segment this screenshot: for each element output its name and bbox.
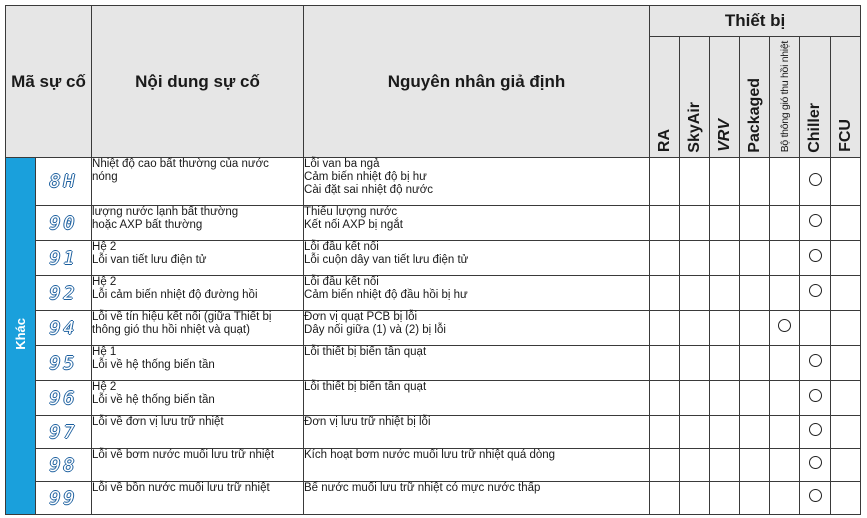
device-cell: [740, 241, 770, 276]
device-cell: [800, 206, 831, 241]
device-cell: [680, 241, 710, 276]
error-code: 99: [36, 482, 92, 515]
device-cell: [740, 206, 770, 241]
device-cell: [740, 449, 770, 482]
error-cause: Đơn vị lưu trữ nhiệt bị lỗi: [304, 416, 650, 449]
device-cell: [680, 482, 710, 515]
error-cause: Lỗi thiết bị biến tần quạt: [304, 346, 650, 381]
device-cell: [740, 158, 770, 206]
device-cell: [770, 482, 800, 515]
table-row: [6, 381, 861, 416]
device-cell: [770, 346, 800, 381]
header-device-group: Thiết bị: [650, 6, 861, 37]
device-cell: [710, 206, 740, 241]
table-row: [6, 416, 861, 449]
group-label-other: Khác: [6, 158, 36, 515]
device-cell: [650, 241, 680, 276]
device-cell: [650, 276, 680, 311]
device-cell: [650, 381, 680, 416]
device-cell: [831, 346, 861, 381]
error-cause: Lỗi thiết bị biến tần quạt: [304, 381, 650, 416]
circle-icon: [809, 389, 822, 402]
header-device-packaged: Packaged: [740, 37, 770, 158]
table-row: [6, 276, 861, 311]
error-code: 8H: [36, 158, 92, 206]
error-content: Lỗi về tín hiệu kết nối (giữa Thiết bị thông gió thu hồi nhiệt và quạt): [92, 311, 304, 346]
table-row: [6, 482, 861, 515]
header-device-ra: RA: [650, 37, 680, 158]
device-cell: [710, 482, 740, 515]
error-content: Hệ 1 Lỗi về hệ thống biến tần: [92, 346, 304, 381]
error-content: Lỗi về đơn vị lưu trữ nhiệt: [92, 416, 304, 449]
device-cell: [680, 311, 710, 346]
device-cell: [680, 276, 710, 311]
device-cell: [770, 449, 800, 482]
error-content: Lỗi về bơm nước muối lưu trữ nhiệt: [92, 449, 304, 482]
device-cell: [800, 241, 831, 276]
error-cause: Lỗi đầu kết nối Lỗi cuộn dây van tiết lưu điện tử: [304, 241, 650, 276]
device-cell: [650, 311, 680, 346]
device-cell: [680, 346, 710, 381]
device-cell: [650, 346, 680, 381]
header-content: Nội dung sự cố: [92, 6, 304, 158]
device-cell: [710, 241, 740, 276]
device-cell: [800, 416, 831, 449]
device-cell: [710, 381, 740, 416]
device-cell: [800, 346, 831, 381]
error-code: 92: [36, 276, 92, 311]
error-code: 91: [36, 241, 92, 276]
device-cell: [800, 381, 831, 416]
header-device-chiller: Chiller: [800, 37, 831, 158]
device-cell: [680, 416, 710, 449]
device-cell: [710, 416, 740, 449]
header-code: Mã sự cố: [6, 6, 92, 158]
error-content: Hệ 2 Lỗi van tiết lưu điện tử: [92, 241, 304, 276]
device-cell: [650, 158, 680, 206]
device-cell: [740, 276, 770, 311]
device-cell: [800, 449, 831, 482]
device-cell: [740, 381, 770, 416]
circle-icon: [809, 284, 822, 297]
error-cause: Đơn vị quạt PCB bị lỗi Dây nối giữa (1) và (2) bị lỗi: [304, 311, 650, 346]
device-cell: [710, 449, 740, 482]
error-content: lượng nước lạnh bất thường hoặc AXP bất thường: [92, 206, 304, 241]
header-device-vrv: VRV: [710, 37, 740, 158]
device-cell: [831, 206, 861, 241]
device-cell: [800, 276, 831, 311]
device-cell: [831, 276, 861, 311]
table-row: [6, 311, 861, 346]
device-cell: [770, 206, 800, 241]
device-cell: [710, 346, 740, 381]
error-cause: Kích hoạt bơm nước muối lưu trữ nhiệt quá dòng: [304, 449, 650, 482]
error-code: 95: [36, 346, 92, 381]
error-cause: Thiếu lượng nước Kết nối AXP bị ngắt: [304, 206, 650, 241]
error-code: 96: [36, 381, 92, 416]
header-device-hrv: Bộ thông gió thu hồi nhiệt: [770, 37, 800, 158]
device-cell: [650, 482, 680, 515]
error-cause: Lỗi đầu kết nối Cảm biến nhiệt độ đầu hồi bị hư: [304, 276, 650, 311]
circle-icon: [809, 489, 822, 502]
table-row: [6, 206, 861, 241]
device-cell: [831, 416, 861, 449]
device-cell: [740, 346, 770, 381]
circle-icon: [809, 214, 822, 227]
device-cell: [831, 158, 861, 206]
error-cause: Bể nước muối lưu trữ nhiệt có mực nước thấp: [304, 482, 650, 515]
error-code: 98: [36, 449, 92, 482]
error-code: 97: [36, 416, 92, 449]
error-content: Lỗi về bồn nước muối lưu trữ nhiệt: [92, 482, 304, 515]
device-cell: [831, 381, 861, 416]
device-cell: [710, 311, 740, 346]
device-cell: [680, 381, 710, 416]
device-cell: [650, 416, 680, 449]
table-row: [6, 449, 861, 482]
error-cause: Lỗi van ba ngả Cảm biến nhiệt độ bị hư Cài đặt sai nhiệt độ nước: [304, 158, 650, 206]
error-code-table: [5, 5, 861, 515]
device-cell: [740, 416, 770, 449]
error-content: Nhiệt độ cao bất thường của nước nóng: [92, 158, 304, 206]
error-rows: [6, 158, 861, 515]
error-content: Hệ 2 Lỗi cảm biến nhiệt độ đường hồi: [92, 276, 304, 311]
circle-icon: [778, 319, 791, 332]
device-cell: [680, 158, 710, 206]
header-device-fcu: FCU: [831, 37, 861, 158]
device-cell: [650, 206, 680, 241]
circle-icon: [809, 423, 822, 436]
device-cell: [770, 416, 800, 449]
error-code: 94: [36, 311, 92, 346]
circle-icon: [809, 249, 822, 262]
table-row: [6, 346, 861, 381]
device-cell: [740, 311, 770, 346]
device-cell: [770, 381, 800, 416]
device-cell: [770, 158, 800, 206]
device-cell: [770, 241, 800, 276]
device-cell: [831, 449, 861, 482]
device-cell: [740, 482, 770, 515]
device-cell: [800, 311, 831, 346]
circle-icon: [809, 456, 822, 469]
device-cell: [831, 311, 861, 346]
device-cell: [770, 276, 800, 311]
header-device-skyair: SkyAir: [680, 37, 710, 158]
error-content: Hệ 2 Lỗi về hệ thống biến tần: [92, 381, 304, 416]
device-cell: [831, 241, 861, 276]
circle-icon: [809, 354, 822, 367]
device-cell: [831, 482, 861, 515]
circle-icon: [809, 173, 822, 186]
device-cell: [770, 311, 800, 346]
device-cell: [710, 158, 740, 206]
device-cell: [710, 276, 740, 311]
device-cell: [680, 206, 710, 241]
table-row: [6, 158, 861, 206]
device-cell: [650, 449, 680, 482]
table-row: [6, 241, 861, 276]
header-cause: Nguyên nhân giả định: [304, 6, 650, 158]
device-cell: [800, 158, 831, 206]
device-cell: [680, 449, 710, 482]
error-code: 90: [36, 206, 92, 241]
device-cell: [800, 482, 831, 515]
